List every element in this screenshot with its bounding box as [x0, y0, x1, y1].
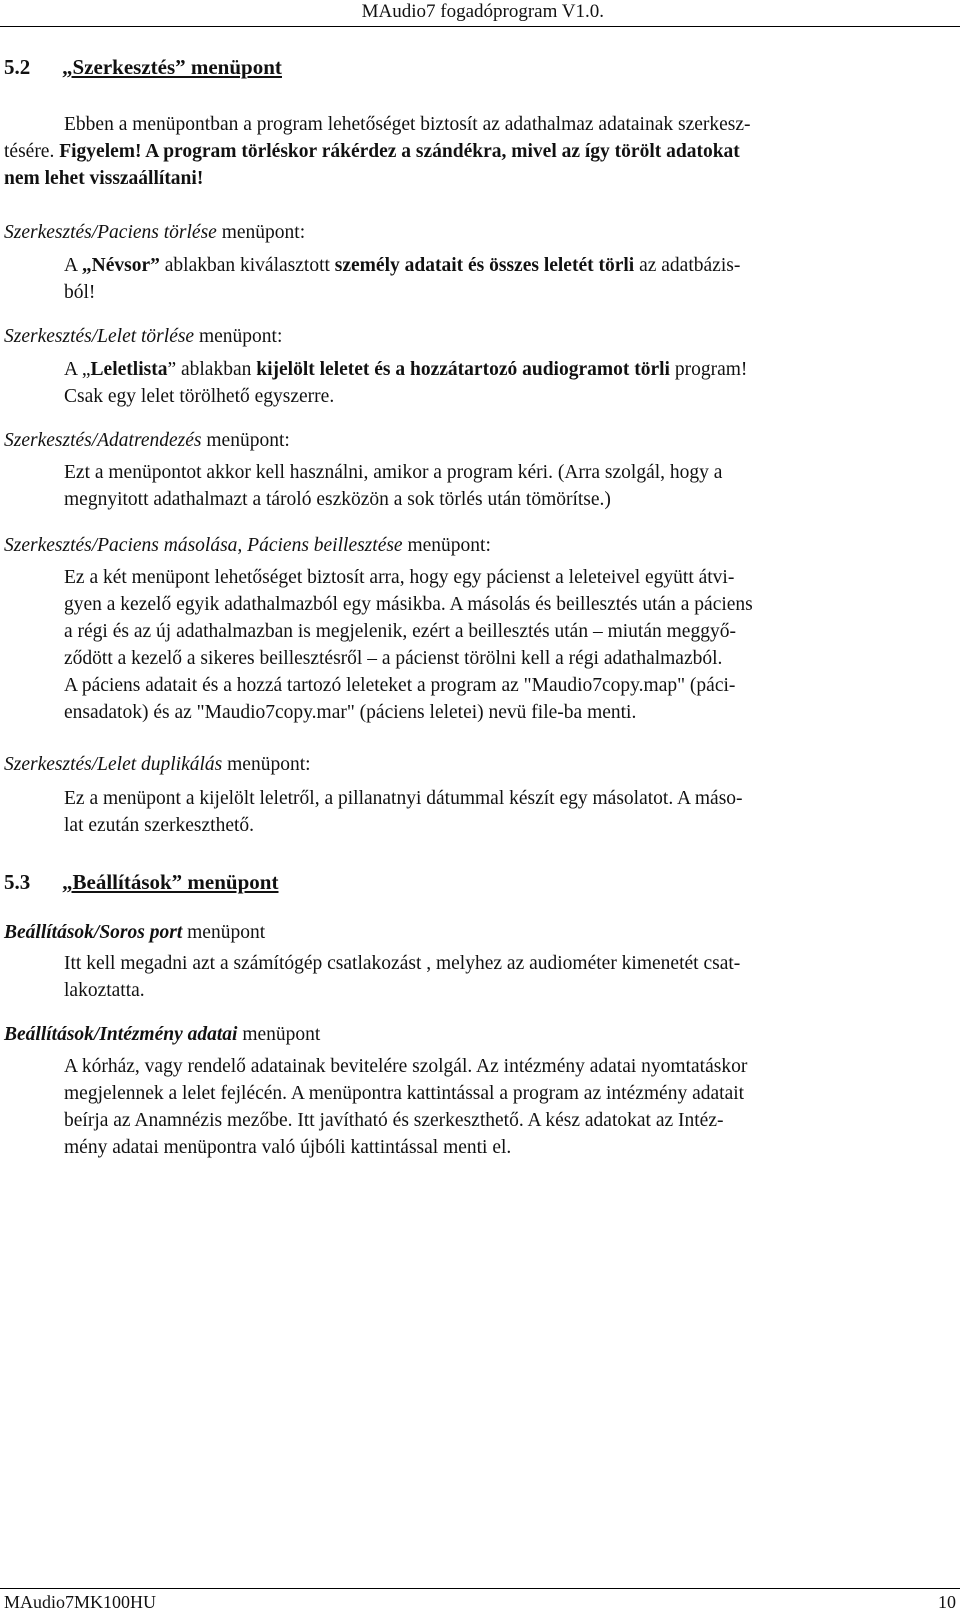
section-5-2-heading [4, 55, 282, 80]
warning-text: Figyelem! A program törléskor rákérdez a szándékra, mivel az így törölt adatokat [59, 141, 740, 162]
menu-desc-lelet-torlese [64, 356, 747, 383]
window-name: Leletlista [90, 359, 168, 380]
section-title: „Szerkesztés” menüpont [62, 55, 282, 79]
menu-suffix: menüpont [237, 1024, 321, 1045]
text-line: lat ezután szerkeszthető. [64, 815, 255, 836]
text-line: ensadatok) és az "Maudio7copy.mar" (páciens leletei) nevü file-ba menti. [64, 702, 637, 723]
menu-label-lelet-duplikalas [4, 754, 311, 776]
text-span: program! [669, 359, 748, 380]
text-line: a régi és az új adathalmazban is megjelenik, ezért a beillesztés után – miután meggyő- [64, 621, 736, 642]
menu-label-adatrendezes [4, 430, 290, 452]
menu-path: Szerkesztés/Paciens másolása, Páciens beillesztése [4, 535, 403, 556]
text-span: Csak egy lelet törölhető egyszerre. [64, 386, 335, 407]
menu-suffix: menüpont [182, 922, 266, 943]
text-line: lakoztatta. [64, 980, 145, 1001]
menu-path: Szerkesztés/Paciens törlése [4, 222, 217, 243]
menu-label-lelet-torlese [4, 326, 282, 348]
page-header [0, 0, 960, 27]
window-name: „Névsor” [81, 255, 160, 276]
menu-path: Szerkesztés/Lelet duplikálás [4, 754, 223, 775]
text-line: mény adatai menüpontra való újbóli kattintással menti el. [64, 1137, 512, 1158]
text-span: az adatbázis- [634, 255, 741, 276]
section-5-3-heading [4, 870, 278, 895]
text-line [64, 383, 334, 410]
emphasis-text: személy adatait és összes leletét törli [334, 255, 635, 276]
menu-desc-paciens-torlese [64, 252, 740, 279]
menu-suffix: menüpont: [201, 430, 290, 451]
text-line: Itt kell megadni azt a számítógép csatlakozást , melyhez az audiométer kimenetét csat- [64, 953, 741, 974]
menu-label-paciens-masolasa [4, 535, 491, 557]
text-span: A „ [64, 359, 91, 380]
text-span: ” ablakban [167, 359, 257, 380]
footer-divider [0, 1588, 960, 1589]
text-line: beírja az Anamnézis mezőbe. Itt javítható és szerkeszthető. A kész adatokat az Intéz- [64, 1110, 724, 1131]
text-span: ablakban kiválasztott [159, 255, 335, 276]
page-number: 10 [938, 1592, 956, 1612]
menu-suffix: menüpont: [194, 326, 283, 347]
section-number: 5.2 [4, 55, 31, 79]
text-line: Ebben a menüpontban a program lehetőséget biztosít az adathalmaz adatainak szerkesz- [64, 114, 751, 135]
text-line: megjelennek a lelet fejlécén. A menüpontra kattintással a program az intézmény adatait [64, 1083, 745, 1104]
section-number: 5.3 [4, 870, 31, 894]
menu-suffix: menüpont: [222, 754, 311, 775]
text-line: megnyitott adathalmazt a tároló eszközön a sok törlés után tömörítse.) [64, 489, 611, 510]
text-line: gyen a kezelő egyik adathalmazból egy másikba. A másolás és beillesztés után a páciens [64, 594, 753, 615]
intro-paragraph [64, 111, 948, 138]
text-line: Ez a két menüpont lehetőséget biztosít arra, hogy egy pácienst a leleteivel együtt átvi- [64, 567, 735, 588]
text-line: A kórház, vagy rendelő adatainak bevitelére szolgál. Az intézmény adatai nyomtatáskor [64, 1056, 748, 1077]
text-line: ződött a kezelő a sikeres beillesztésről – a pácienst törölni kell a régi adathalmazból. [64, 648, 723, 669]
footer-doc-id: MAudio7MK100HU [4, 1592, 157, 1612]
text-line: Ez a menüpont a kijelölt leletről, a pillanatnyi dátummal készít egy másolatot. A máso- [64, 788, 743, 809]
section-title: „Beállítások” menüpont [62, 870, 279, 894]
menu-label-intezmeny-adatai [4, 1024, 320, 1046]
text-span: ból! [64, 282, 96, 303]
header-title: MAudio7 fogadóprogram V1.0. [361, 1, 604, 22]
intro-warning-line-2 [4, 165, 203, 192]
text-line [64, 279, 95, 306]
menu-path: Beállítások/Soros port [4, 922, 183, 943]
menu-path: Beállítások/Intézmény adatai [4, 1024, 238, 1045]
text-line: Ezt a menüpontot akkor kell használni, amikor a program kéri. (Arra szolgál, hogy a [64, 462, 723, 483]
menu-path: Szerkesztés/Adatrendezés [4, 430, 202, 451]
emphasis-text: kijelölt leletet és a hozzátartozó audiogramot törli [256, 359, 670, 380]
menu-path: Szerkesztés/Lelet törlése [4, 326, 195, 347]
warning-text: nem lehet visszaállítani! [4, 168, 204, 189]
text-span: tésére. [4, 141, 60, 162]
menu-suffix: menüpont: [216, 222, 306, 243]
text-span: A [64, 255, 82, 276]
menu-label-soros-port [4, 922, 265, 944]
text-line: A páciens adatait és a hozzá tartozó leleteket a program az "Maudio7copy.map" (páci- [64, 675, 736, 696]
menu-suffix: menüpont: [402, 535, 491, 556]
intro-warning-line [4, 138, 954, 165]
menu-label-paciens-torlese [4, 222, 305, 244]
